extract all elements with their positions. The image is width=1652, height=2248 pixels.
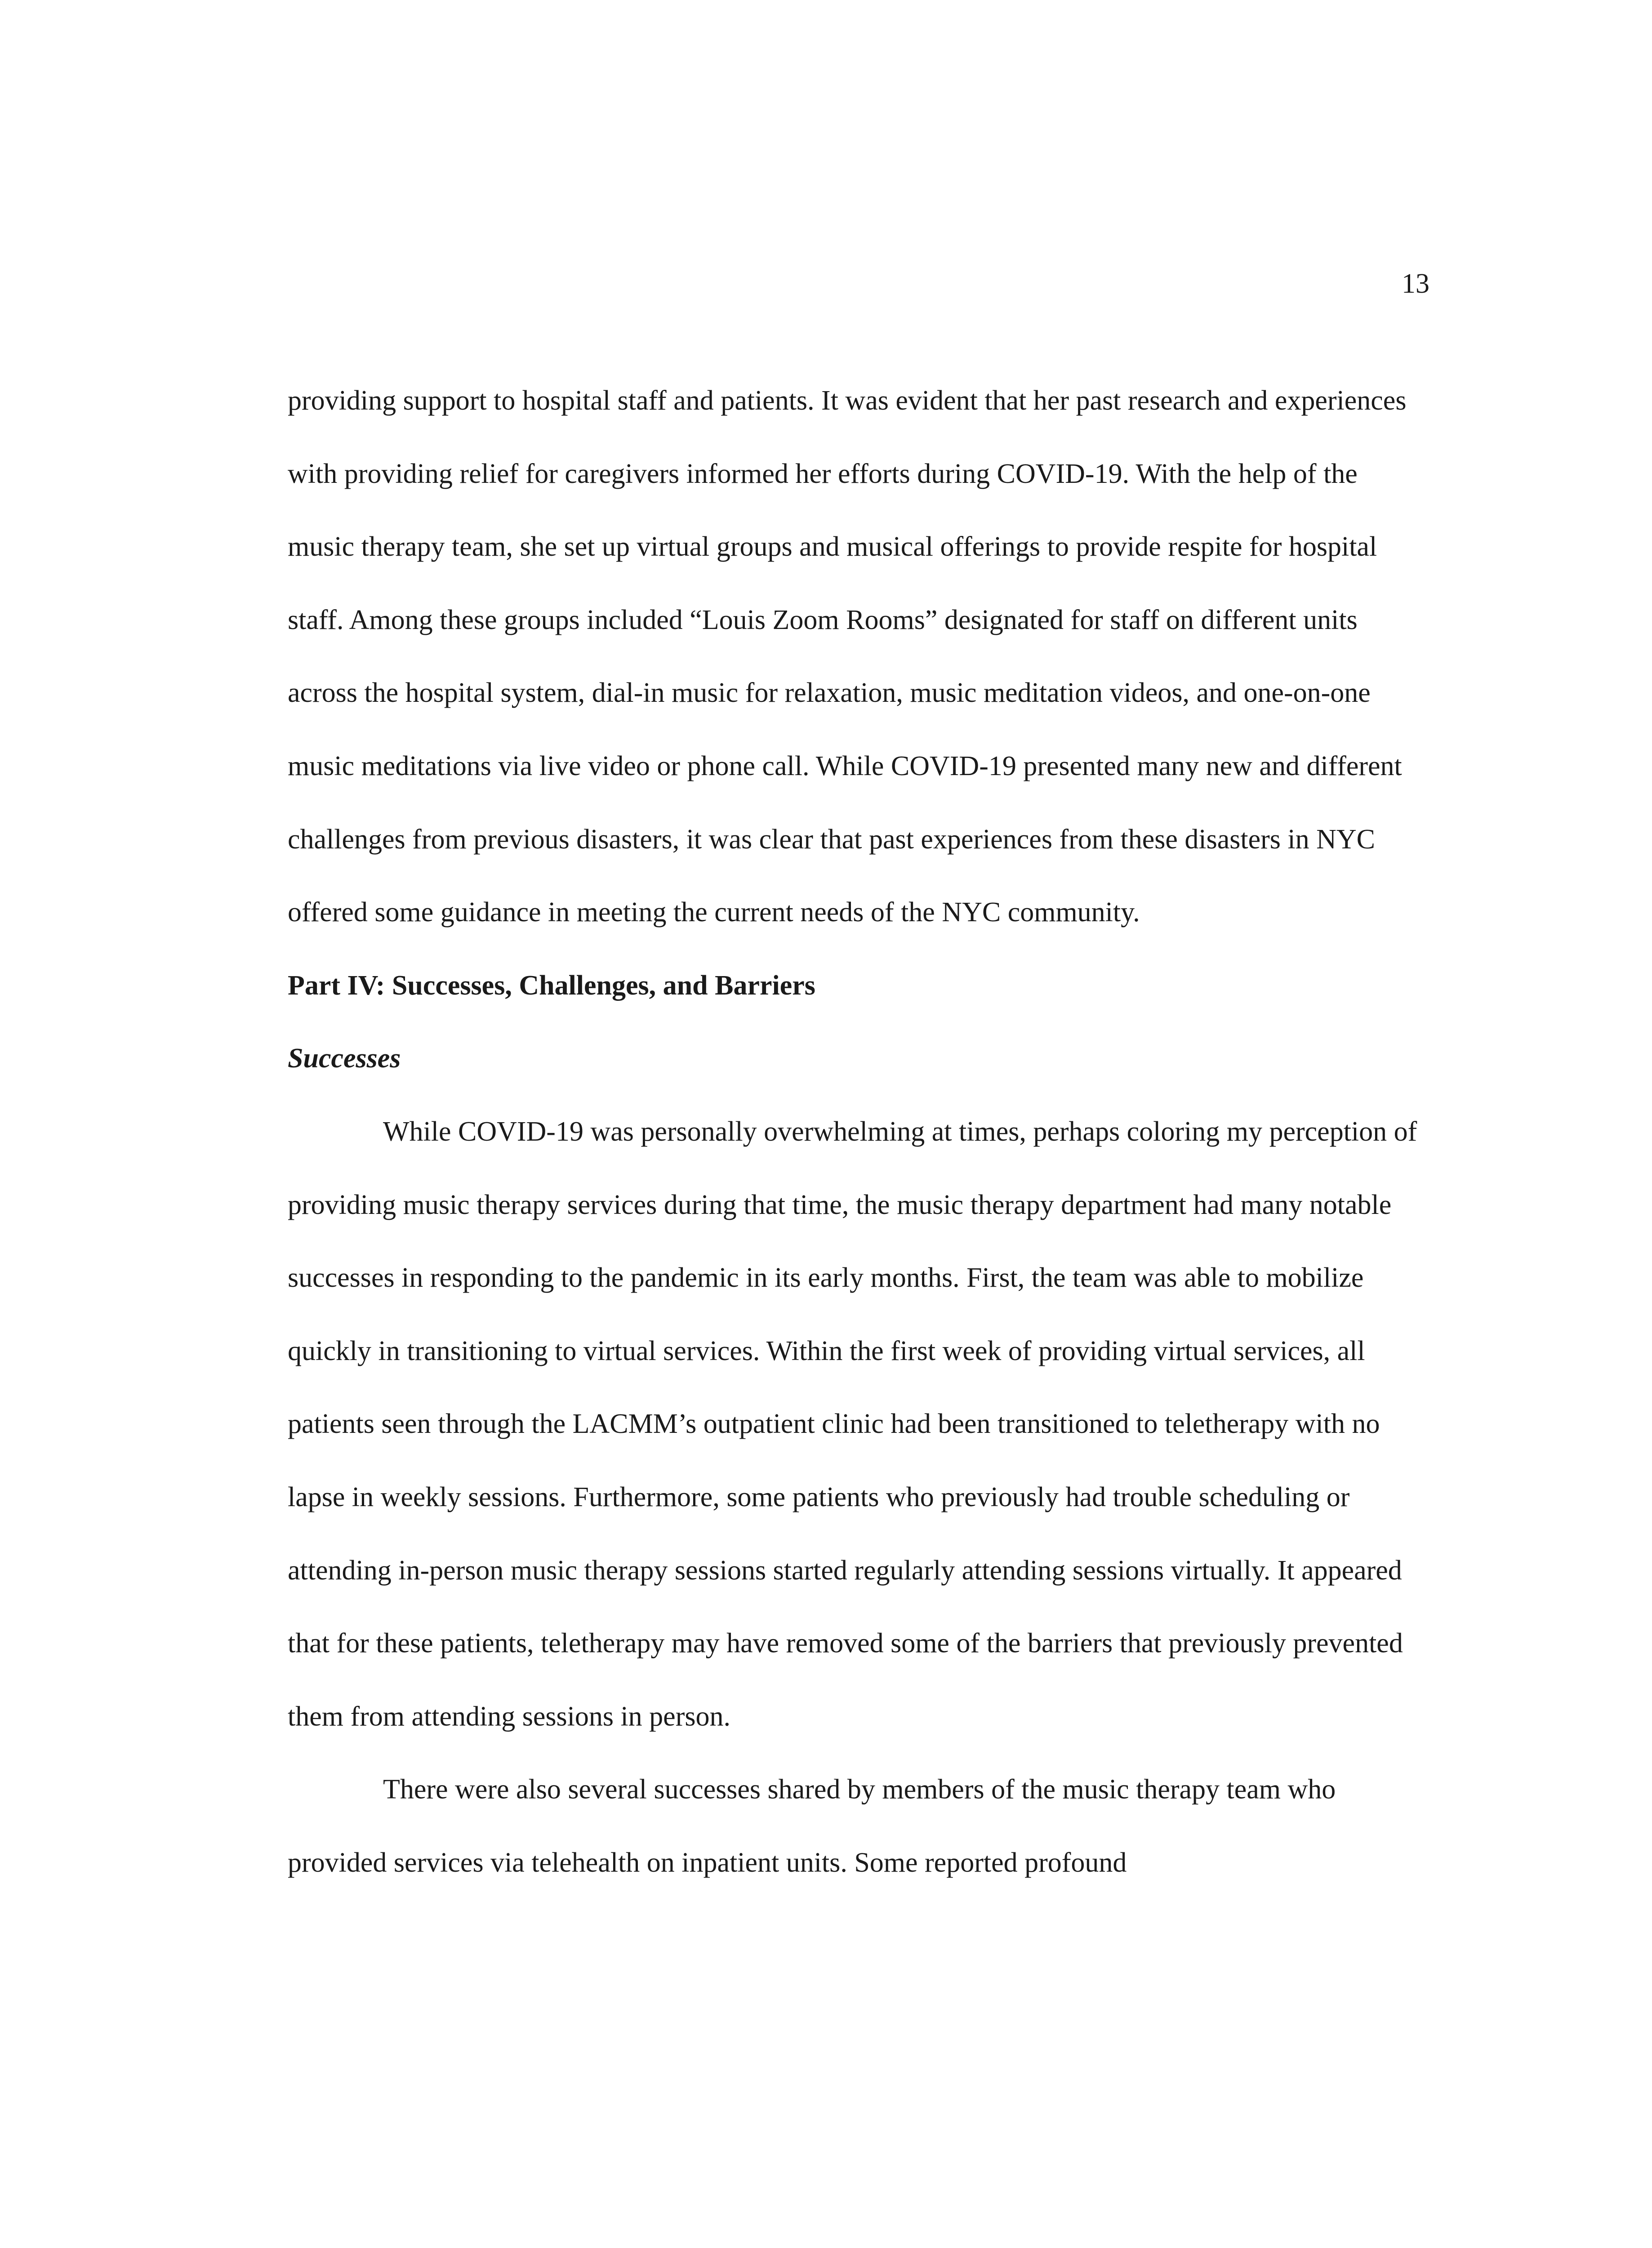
paragraph-2: While COVID-19 was personally overwhelming at times, perhaps coloring my perception of providing music therapy services during that time, the music therapy department had many notable successes in responding to the pandemic in its early months. First, the team was able to mobilize quickly in transitioning to virtual services. Within the first week of providing virtual services, all patients seen through the LACMM’s outpatient clinic had been transitioned to teletherapy with no lapse in weekly sessions. Furthermore, some patients who previously had trouble scheduling or attending in-person music therapy sessions started regularly attending sessions virtually. It appeared that for these patients, teletherapy may have removed some of the barriers that previously prevented them from attending sessions in person. [288, 1116, 1417, 1732]
page-number: 13 [1402, 268, 1429, 299]
section-heading: Part IV: Successes, Challenges, and Barriers [288, 970, 815, 1001]
document-body [288, 364, 1429, 1899]
paragraph-3: There were also several successes shared by members of the music therapy team who provided services via telehealth on inpatient units. Some reported profound [288, 1774, 1336, 1878]
paragraph-1: providing support to hospital staff and patients. It was evident that her past research and experiences with providing relief for caregivers informed her efforts during COVID-19. With the help of the music therapy team, she set up virtual groups and musical offerings to provide respite for hospital staff. Among these groups included “Louis Zoom Rooms” designated for staff on different units across the hospital system, dial-in music for relaxation, music meditation videos, and one-on-one music meditations via live video or phone call. While COVID-19 presented many new and different challenges from previous disasters, it was clear that past experiences from these disasters in NYC offered some guidance in meeting the current needs of the NYC community. [288, 385, 1407, 928]
subsection-heading: Successes [288, 1043, 401, 1074]
